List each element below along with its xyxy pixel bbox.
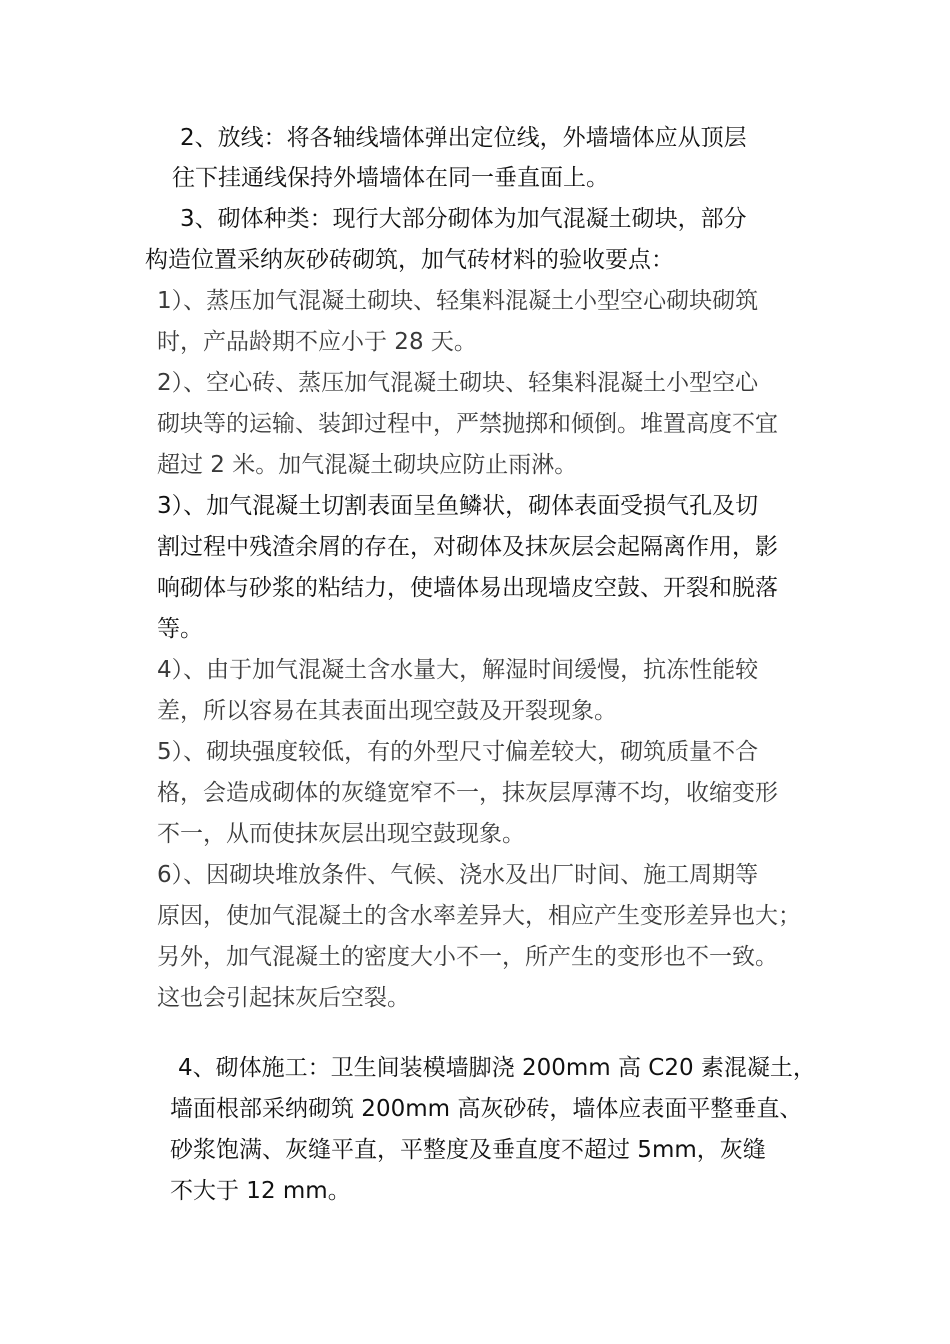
item-3-line-1: 3）、加气混凝土切割表面呈鱼鳞状，砌体表面受损气孔及切 (157, 493, 759, 519)
item-5-line-3: 不一，从而使抹灰层出现空鼓现象。 (157, 821, 525, 847)
item-6-line-2: 原因，使加气混凝土的含水率差异大，相应产生变形差异也大； (157, 903, 801, 929)
item-2-line-3: 超过 2 米。加气混凝土砌块应防止雨淋。 (157, 452, 578, 478)
item-4-line-2: 差，所以容易在其表面出现空鼓及开裂现象。 (157, 698, 617, 724)
item-3-line-3: 响砌体与砂浆的粘结力，使墙体易出现墙皮空鼓、开裂和脱落 (157, 575, 778, 601)
section-4-line-4: 不大于 12 mm。 (170, 1178, 351, 1204)
section-3-line-1: 3、砌体种类：现行大部分砌体为加气混凝土砌块，部分 (180, 206, 747, 232)
section-2-line-1: 2、放线：将各轴线墙体弹出定位线，外墙墙体应从顶层 (180, 125, 747, 151)
section-3-line-2: 构造位置采纳灰砂砖砌筑，加气砖材料的验收要点： (145, 247, 674, 273)
item-1-line-1: 1）、蒸压加气混凝土砌块、轻集料混凝土小型空心砌块砌筑 (157, 288, 759, 314)
item-2-line-2: 砌块等的运输、装卸过程中，严禁抛掷和倾倒。堆置高度不宜 (157, 411, 778, 437)
item-5-line-1: 5）、砌块强度较低，有的外型尺寸偏差较大，砌筑质量不合 (157, 739, 759, 765)
item-2-line-1: 2）、空心砖、蒸压加气混凝土砌块、轻集料混凝土小型空心 (157, 370, 759, 396)
section-2-line-2: 往下挂通线保持外墙墙体在同一垂直面上。 (172, 165, 609, 191)
section-4-line-1: 4、砌体施工：卫生间装模墙脚浇 200mm 高 C20 素混凝土， (178, 1055, 816, 1081)
item-3-line-2: 割过程中残渣余屑的存在，对砌体及抹灰层会起隔离作用，影 (157, 534, 778, 560)
item-1-line-2: 时，产品龄期不应小于 28 天。 (157, 329, 477, 355)
section-4-line-2: 墙面根部采纳砌筑 200mm 高灰砂砖，墙体应表面平整垂直、 (170, 1096, 803, 1122)
section-4-line-3: 砂浆饱满、灰缝平直，平整度及垂直度不超过 5mm，灰缝 (170, 1137, 766, 1163)
item-6-line-4: 这也会引起抹灰后空裂。 (157, 985, 410, 1011)
item-4-line-1: 4）、由于加气混凝土含水量大，解湿时间缓慢，抗冻性能较 (157, 657, 759, 683)
item-6-line-3: 另外，加气混凝土的密度大小不一，所产生的变形也不一致。 (157, 944, 778, 970)
item-5-line-2: 格，会造成砌体的灰缝宽窄不一，抹灰层厚薄不均，收缩变形 (157, 780, 778, 806)
item-3-line-4: 等。 (157, 616, 203, 642)
item-6-line-1: 6）、因砌块堆放条件、气候、浇水及出厂时间、施工周期等 (157, 862, 759, 888)
